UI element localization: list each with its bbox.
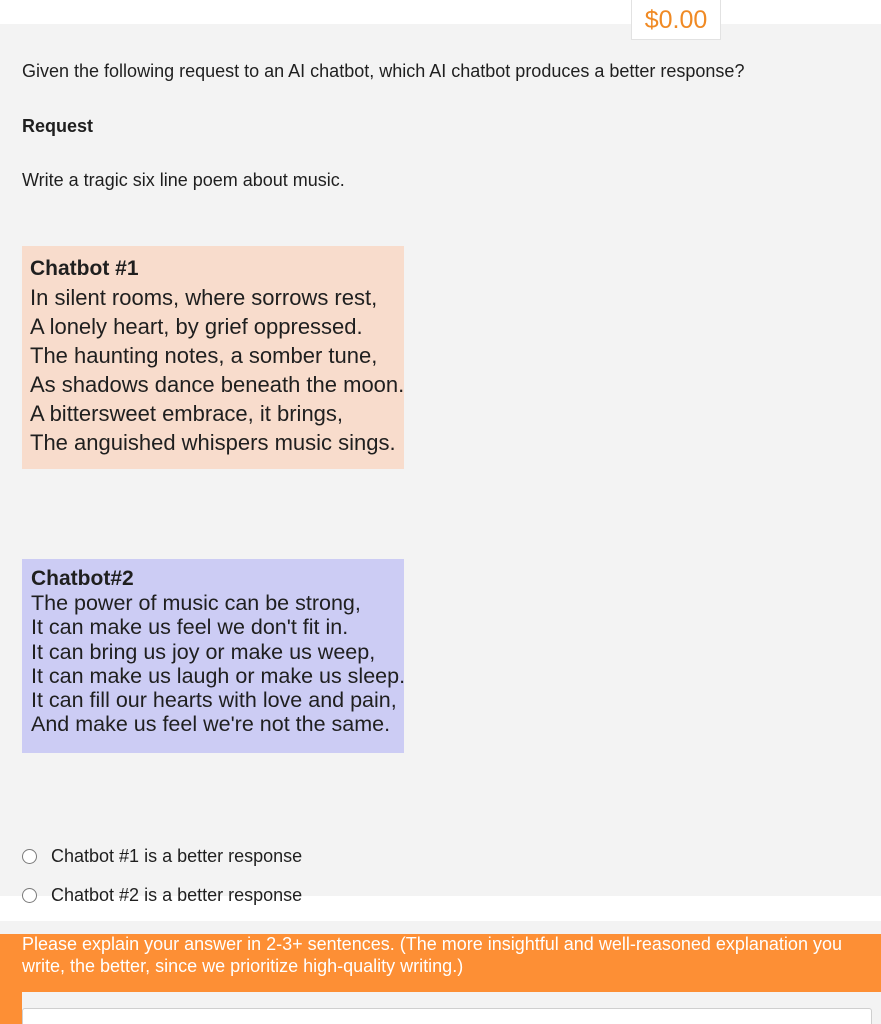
- choice-options: [22, 844, 302, 922]
- poem-line: In silent rooms, where sorrows rest,: [30, 285, 378, 310]
- poem-line: It can make us laugh or make us sleep.: [31, 663, 406, 688]
- chatbot-1-title: Chatbot #1: [30, 257, 139, 280]
- option-chatbot-2[interactable]: [22, 883, 302, 907]
- poem-line: A lonely heart, by grief oppressed.: [30, 314, 363, 339]
- poem-line: The power of music can be strong,: [31, 591, 361, 616]
- explanation-input[interactable]: [22, 1008, 872, 1024]
- poem-line: As shadows dance beneath the moon.: [30, 372, 405, 397]
- poem-line: And make us feel we're not the same.: [31, 712, 391, 737]
- chatbot-2-title: Chatbot#2: [31, 567, 134, 590]
- reward-badge: $0.00: [631, 0, 721, 40]
- poem-line: The haunting notes, a somber tune,: [30, 343, 378, 368]
- poem-line: The anguished whispers music sings.: [30, 430, 396, 455]
- request-text: Write a tragic six line poem about music.: [22, 170, 345, 190]
- task-panel: [0, 24, 881, 905]
- option-label: Chatbot #1 is a better response: [51, 845, 303, 866]
- question-text: Given the following request to an AI chatbot, which AI chatbot produces a better response?: [22, 61, 745, 81]
- explanation-prompt: Please explain your answer in 2-3+ sentences. (The more insightful and well-reasoned explanation you write, the better, since we prioritize high-quality writing.): [22, 934, 842, 976]
- explanation-panel: [0, 921, 881, 1024]
- poem-line: It can make us feel we don't fit in.: [31, 615, 349, 640]
- option-chatbot-1[interactable]: [22, 844, 302, 868]
- explanation-side-bar: [0, 992, 22, 1024]
- radio-button[interactable]: [22, 849, 37, 864]
- option-label: Chatbot #2 is a better response: [51, 884, 303, 905]
- poem-line: A bittersweet embrace, it brings,: [30, 401, 344, 426]
- chatbot-1-response: [22, 246, 404, 469]
- radio-button[interactable]: [22, 888, 37, 903]
- chatbot-2-response: [22, 559, 404, 753]
- poem-line: It can fill our hearts with love and pain,: [31, 688, 397, 713]
- request-heading: Request: [22, 116, 94, 136]
- poem-line: It can bring us joy or make us weep,: [31, 639, 376, 664]
